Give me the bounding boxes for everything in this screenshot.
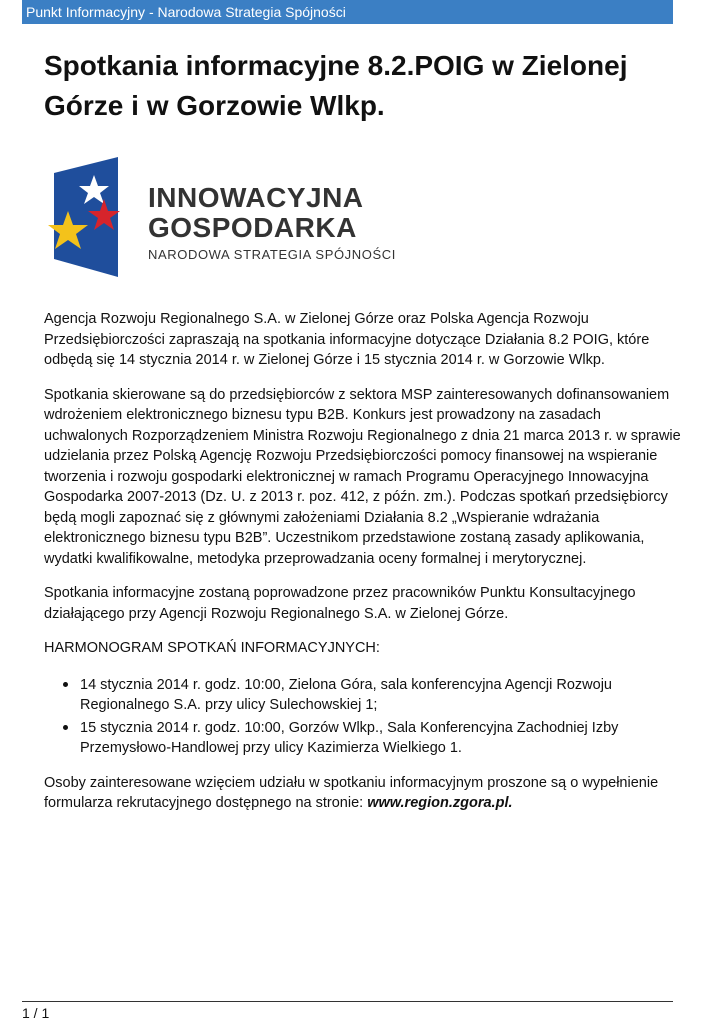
schedule-list xyxy=(44,673,684,759)
logo-line-1: INNOWACYJNA xyxy=(148,182,364,213)
paragraph-intro: Agencja Rozwoju Regionalnego S.A. w Zielonej Górze oraz Polska Agencja Rozwoju Przedsiębiorczości zapraszają na spotkania informacyjne dotyczące Działania 8.2 POIG, które odbędą się 14 stycznia 2014 r. w Zielonej Górze i 15 stycznia 2014 r. w Gorzowie Wlkp. xyxy=(44,311,650,368)
schedule-heading: HARMONOGRAM SPOTKAŃ INFORMACYJNYCH: xyxy=(44,640,380,656)
footer-divider xyxy=(22,1001,673,1002)
closing-text: Osoby zainteresowane wzięciem udziału w spotkaniu informacyjnym proszone są o wypełnienie formularza rekrutacyjnego dostępnego na stronie: xyxy=(44,774,659,811)
schedule-item: • 14 stycznia 2014 r. godz. 10:00, Zielona Góra, sala konferencyjna Agencji Rozwoju Regionalnego S.A. przy ulicy Sulechowskiej 1; xyxy=(80,673,684,716)
innowacyjna-gospodarka-logo xyxy=(46,150,418,280)
header-title: Punkt Informacyjny - Narodowa Strategia Spójności xyxy=(26,4,346,20)
paragraph-details: Spotkania skierowane są do przedsiębiorców z sektora MSP zainteresowanych dofinansowaniem wdrożeniem elektronicznego biznesu typu B2B. Konkurs jest prowadzony na zasadach uchwalonych Rozporządzeniem Ministra Rozwoju Regionalnego z dnia 21 marca 2013 r. w sprawie udzielania przez Polską Agencję Rozwoju Przedsiębiorczości pomocy finansowej na wspieranie tworzenia i rozwoju gospodarki elektronicznej w ramach Programu Operacyjnego Innowacyjna Gospodarka 2007-2013 (Dz. U. z 2013 r. poz. 412, z późn. zm.). Podczas spotkań przedsiębiorcy będą mogli zapoznać się z głównymi założeniami Działania 8.2 „Wspieranie wdrażania elektronicznego biznesu typu B2B”. Uczestnikom przedstawione zostaną zasady aplikowania, wydatki kwalifikowalne, metodyka przeprowadzania oceny formalnej i merytorycznej. xyxy=(44,386,681,567)
schedule-item: • 15 stycznia 2014 r. godz. 10:00, Gorzów Wlkp., Sala Konferencyjna Zachodniej Izby Przemysłowo-Handlowej przy ulicy Kazimierza Wielkiego 1. xyxy=(80,716,684,759)
article-body xyxy=(44,309,684,828)
logo-line-2: GOSPODARKA xyxy=(148,212,357,243)
paragraph-closing xyxy=(44,773,684,814)
header-bar xyxy=(22,0,673,24)
page-title: Spotkania informacyjne 8.2.POIG w Zielonej Górze i w Gorzowie Wlkp. xyxy=(44,50,628,121)
page-number: 1 / 1 xyxy=(22,1005,50,1021)
registration-link[interactable]: www.region.zgora.pl. xyxy=(367,795,513,811)
logo-line-3: NARODOWA STRATEGIA SPÓJNOŚCI xyxy=(148,247,396,262)
logo-emblem-icon xyxy=(46,155,122,279)
paragraph-organizers: Spotkania informacyjne zostaną poprowadzone przez pracowników Punktu Konsultacyjnego działającego przy Agencji Rozwoju Regionalnego S.A. w Zielonej Górze. xyxy=(44,585,636,622)
